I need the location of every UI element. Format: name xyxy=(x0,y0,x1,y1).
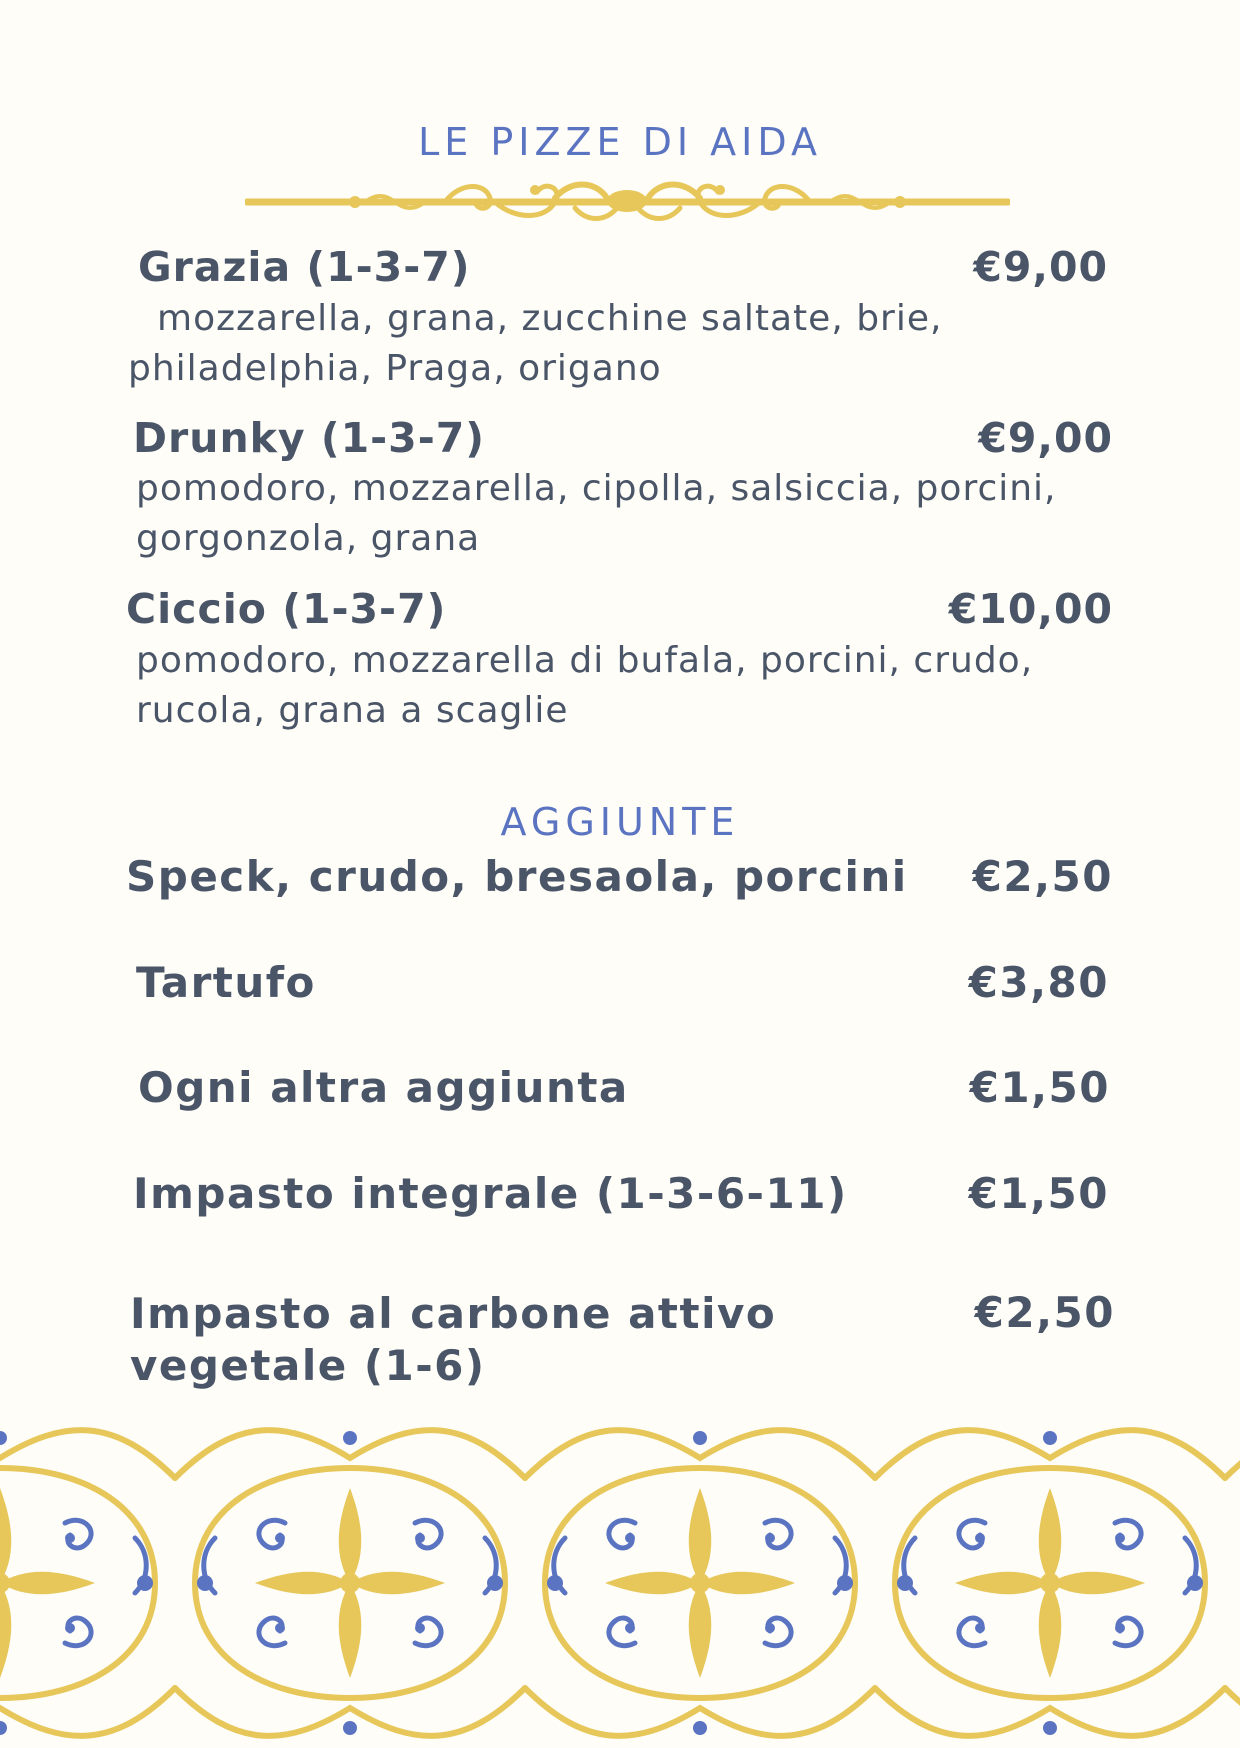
addition-price: €3,80 xyxy=(968,958,1109,1007)
addition-price: €1,50 xyxy=(969,1063,1110,1112)
addition-name: Speck, crudo, bresaola, porcini xyxy=(126,852,908,901)
addition-name: Impasto al carbone attivo vegetale (1-6) xyxy=(130,1289,777,1390)
addition-price: €1,50 xyxy=(968,1169,1109,1218)
majolica-tile-pattern-icon xyxy=(0,1418,1240,1748)
pizza-price: €9,00 xyxy=(978,414,1113,462)
pizza-name: Ciccio (1-3-7) xyxy=(126,585,447,633)
additions-title: AGGIUNTE xyxy=(500,800,740,844)
menu-title: LE PIZZE DI AIDA xyxy=(418,120,822,164)
addition-name: Impasto integrale (1-3-6-11) xyxy=(133,1169,848,1218)
addition-name: Tartufo xyxy=(136,958,316,1007)
pizza-description-line2: philadelphia, Praga, origano xyxy=(128,348,662,389)
pizza-description-line1: pomodoro, mozzarella, cipolla, salsiccia, porcini, xyxy=(136,468,1057,509)
pizza-description-line1: mozzarella, grana, zucchine saltate, brie, xyxy=(157,298,943,339)
pizza-name: Drunky (1-3-7) xyxy=(133,414,485,462)
addition-price: €2,50 xyxy=(974,1288,1115,1337)
pizza-description-line2: gorgonzola, grana xyxy=(136,518,481,559)
pizza-description-line1: pomodoro, mozzarella di bufala, porcini, crudo, xyxy=(136,640,1034,681)
pizza-description-line2: rucola, grana a scaglie xyxy=(136,690,569,731)
addition-price: €2,50 xyxy=(972,852,1113,901)
pizza-name: Grazia (1-3-7) xyxy=(138,243,471,291)
flourish-divider-icon xyxy=(245,178,1010,224)
pizza-price: €9,00 xyxy=(973,243,1108,291)
addition-name: Ogni altra aggiunta xyxy=(138,1063,629,1112)
pizza-price: €10,00 xyxy=(948,585,1113,633)
